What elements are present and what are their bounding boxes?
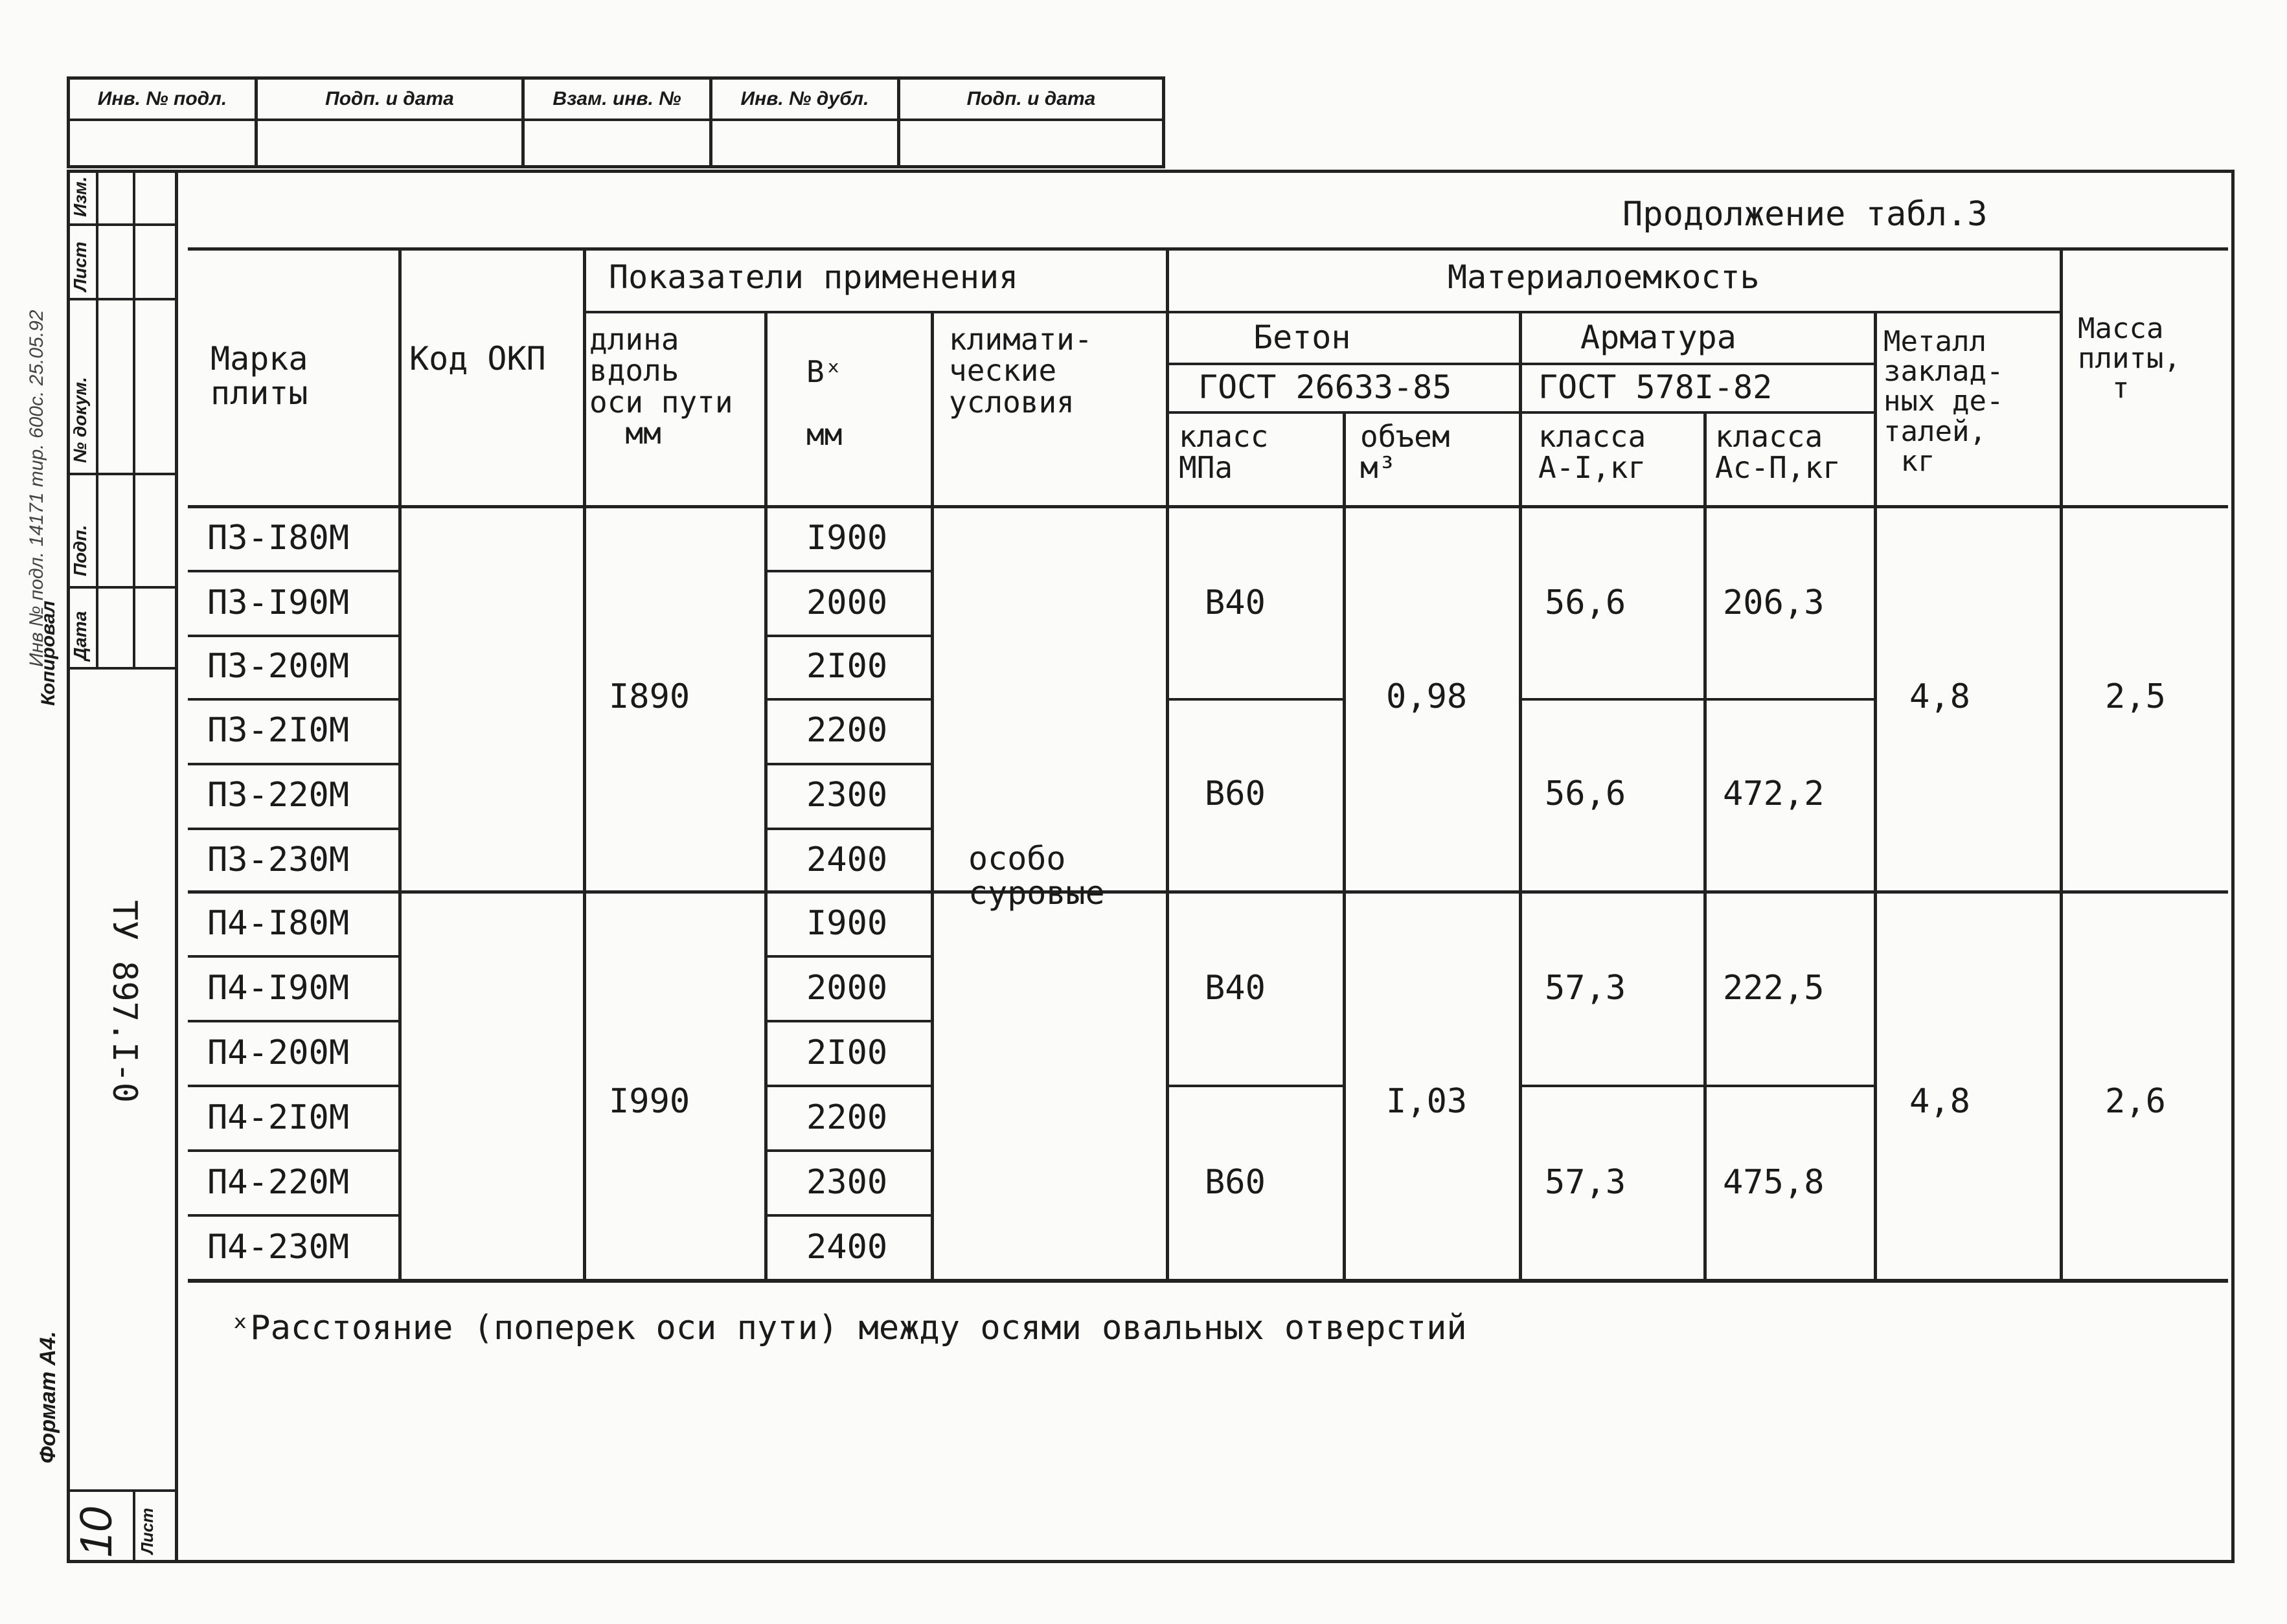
header-mark: Марка плиты xyxy=(210,340,308,412)
volume-cell: I,03 xyxy=(1386,1082,1468,1121)
top-stamp xyxy=(67,76,1165,168)
stamp-header: Подп. и дата xyxy=(258,80,521,121)
mark-cell: П4-I80М xyxy=(207,904,350,943)
rebar-ac2-cell: 472,2 xyxy=(1723,774,1825,813)
header-class-a1: класса А-I,кг xyxy=(1538,419,1646,486)
stamp-col-replace-inv xyxy=(525,80,712,165)
climate-cell: особо суровые xyxy=(968,840,1105,912)
header-application-group: Показатели применения xyxy=(609,258,1019,296)
b-cell: 2300 xyxy=(806,776,888,815)
stamp-header: Инв. № дубл. xyxy=(712,80,897,121)
handwritten-inventory-note: Инв № подл. 14171 тир. 600с. 25.05.92 xyxy=(26,310,47,667)
mark-cell: П3-230М xyxy=(207,840,350,879)
rebar-ac2-cell: 222,5 xyxy=(1723,969,1825,1008)
rev-cell-doc-number: № докум. xyxy=(70,377,90,463)
rebar-a1-cell: 56,6 xyxy=(1545,583,1626,622)
rebar-a1-cell: 57,3 xyxy=(1545,969,1626,1008)
header-volume: объем м³ xyxy=(1360,419,1450,486)
mark-cell: П4-220М xyxy=(207,1163,350,1202)
b-cell: 2300 xyxy=(806,1163,888,1202)
stamp-col-sign-date-2 xyxy=(900,80,1162,165)
header-rebar: Арматура xyxy=(1580,319,1736,356)
rev-cell-sign: Подп. xyxy=(70,524,90,576)
concrete-class-cell: B40 xyxy=(1205,583,1266,622)
header-length: длина вдоль оси пути мм xyxy=(589,322,733,451)
mark-cell: П4-2I0М xyxy=(207,1098,350,1137)
rebar-a1-cell: 57,3 xyxy=(1545,1163,1626,1202)
b-cell: 2000 xyxy=(806,583,888,622)
header-class-ac2: класса Ас-П,кг xyxy=(1715,419,1841,486)
sheet-number: 10 xyxy=(71,1507,121,1557)
length-cell: I890 xyxy=(609,677,690,716)
mark-cell: П4-200М xyxy=(207,1033,350,1072)
stamp-header: Взам. инв. № xyxy=(525,80,709,121)
stamp-col-dup-inv xyxy=(712,80,900,165)
mark-cell: П3-2I0М xyxy=(207,711,350,750)
b-cell: I900 xyxy=(806,904,888,943)
metal-cell: 4,8 xyxy=(1909,1082,1970,1121)
rev-cell-sheet: Лист xyxy=(70,242,90,291)
volume-cell: 0,98 xyxy=(1386,677,1468,716)
b-cell: 2I00 xyxy=(806,647,888,686)
header-concrete: Бетон xyxy=(1253,319,1351,356)
b-cell: 2I00 xyxy=(806,1033,888,1072)
b-cell: I900 xyxy=(806,519,888,558)
mark-cell: П3-I90М xyxy=(207,583,350,622)
mass-cell: 2,6 xyxy=(2105,1082,2166,1121)
sheet-label: Лист xyxy=(137,1507,157,1554)
rebar-ac2-cell: 206,3 xyxy=(1723,583,1825,622)
metal-cell: 4,8 xyxy=(1909,677,1970,716)
mark-cell: П3-220М xyxy=(207,776,350,815)
concrete-class-cell: B60 xyxy=(1205,774,1266,813)
header-okp: Код ОКП xyxy=(409,340,546,378)
mark-cell: П3-I80М xyxy=(207,519,350,558)
b-cell: 2200 xyxy=(806,711,888,750)
rev-cell-change: Изм. xyxy=(70,176,90,217)
b-cell: 2000 xyxy=(806,969,888,1008)
copied-label: Копировал xyxy=(38,600,59,706)
header-materials-group: Материалоемкость xyxy=(1448,258,1760,296)
length-cell: I990 xyxy=(609,1082,690,1121)
stamp-col-sign-date xyxy=(258,80,525,165)
b-cell: 2400 xyxy=(806,840,888,879)
header-class-mpa: класс МПа xyxy=(1179,419,1269,486)
b-cell: 2200 xyxy=(806,1098,888,1137)
stamp-header: Подп. и дата xyxy=(900,80,1162,121)
header-climate: климати- ческие условия xyxy=(949,322,1093,420)
header-metal: Металл заклад- ных де- талей, кг xyxy=(1883,325,2004,478)
rebar-a1-cell: 56,6 xyxy=(1545,774,1626,813)
mass-cell: 2,5 xyxy=(2105,677,2166,716)
mark-cell: П4-230М xyxy=(207,1228,350,1267)
rev-cell-date: Дата xyxy=(70,611,90,660)
b-cell: 2400 xyxy=(806,1228,888,1267)
concrete-class-cell: B60 xyxy=(1205,1163,1266,1202)
mark-cell: П3-200М xyxy=(207,647,350,686)
header-rebar-std: ГОСТ 578I-82 xyxy=(1538,368,1773,406)
mark-cell: П4-I90М xyxy=(207,969,350,1008)
rebar-ac2-cell: 475,8 xyxy=(1723,1163,1825,1202)
format-label: Формат А4. xyxy=(36,1331,60,1463)
concrete-class-cell: B40 xyxy=(1205,969,1266,1008)
stamp-header: Инв. № подл. xyxy=(70,80,255,121)
header-concrete-std: ГОСТ 26633-85 xyxy=(1198,368,1452,406)
header-mass: Масса плиты, т xyxy=(2078,312,2181,405)
header-b: Bˣ мм xyxy=(806,354,843,452)
document-code: ТУ 897.I-0 xyxy=(105,900,144,1103)
footnote: ˣРасстояние (поперек оси пути) между осями овальных отверстий xyxy=(230,1309,1467,1348)
stamp-col-inv-orig xyxy=(70,80,258,165)
table-caption: Продолжение табл.3 xyxy=(1622,195,1988,234)
